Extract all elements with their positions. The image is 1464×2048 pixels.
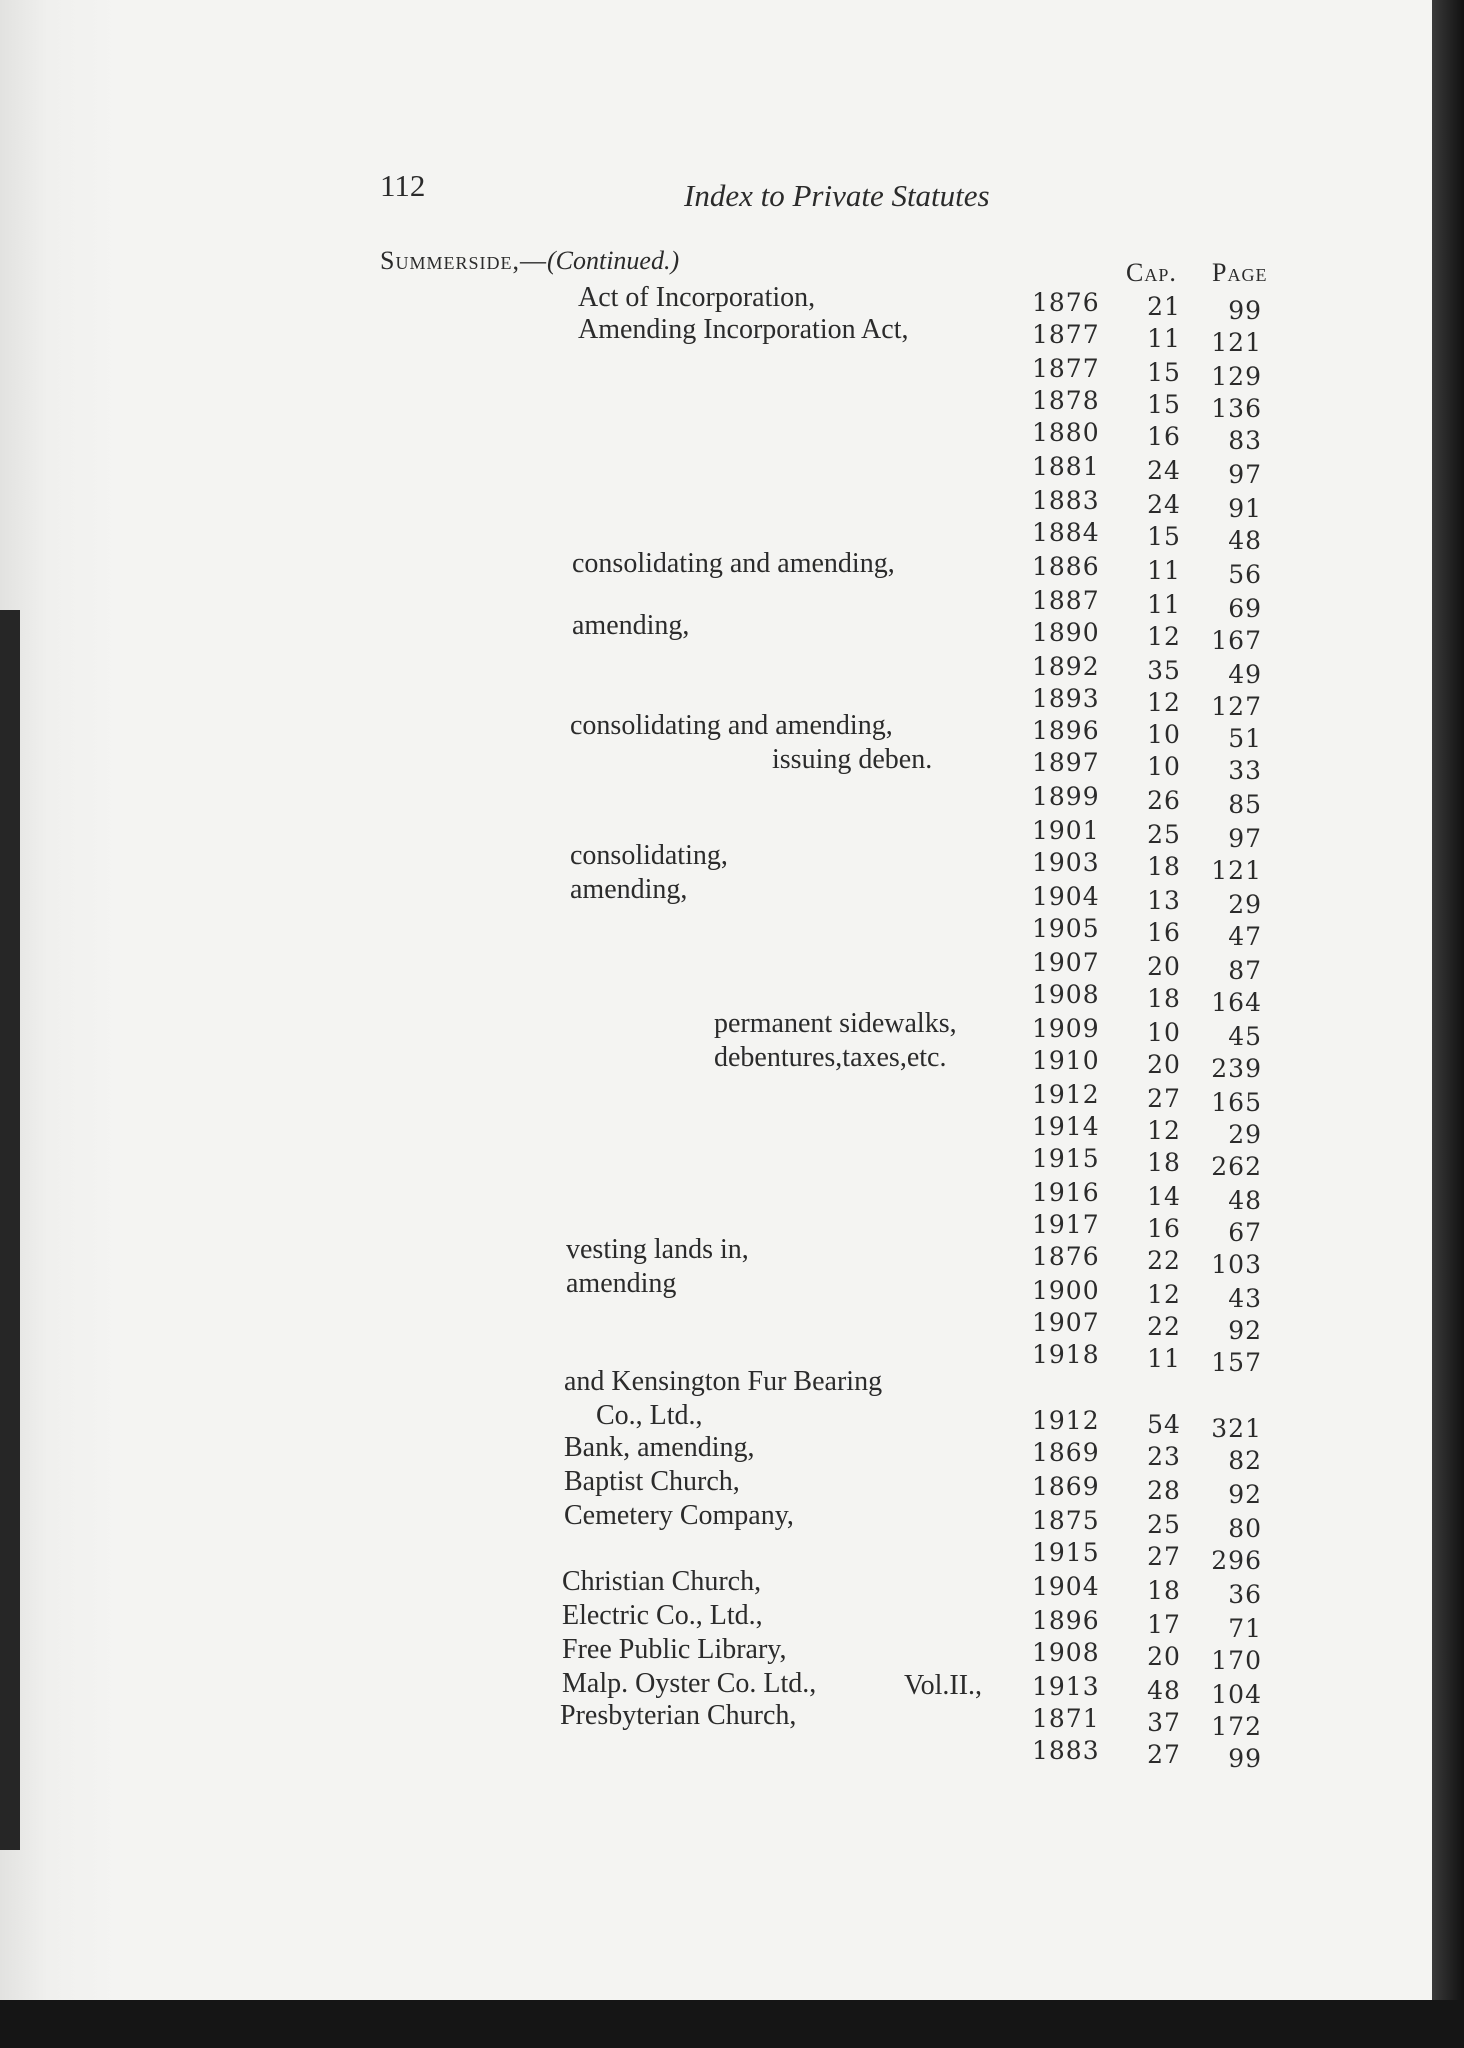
row-year: 1880 <box>1032 418 1100 447</box>
row-page: 127 <box>1211 692 1262 721</box>
row-year: 1896 <box>1032 1606 1100 1635</box>
running-head: Index to Private Statutes <box>684 178 990 213</box>
row-year: 1871 <box>1032 1704 1100 1733</box>
row-page: 87 <box>1228 956 1262 985</box>
row-page: 92 <box>1228 1316 1262 1345</box>
row-page: 99 <box>1228 296 1262 325</box>
row-page: 157 <box>1211 1348 1262 1377</box>
column-header-page: Page <box>1212 258 1268 287</box>
section-heading <box>380 246 679 276</box>
row-cap: 54 <box>1147 1410 1181 1439</box>
row-year: 1869 <box>1032 1472 1100 1501</box>
row-year: 1915 <box>1032 1144 1100 1173</box>
entry-description: Malp. Oyster Co. Ltd., <box>562 1668 817 1699</box>
row-page: 43 <box>1228 1284 1262 1313</box>
row-cap: 35 <box>1147 656 1181 685</box>
row-year: 1892 <box>1032 652 1100 681</box>
row-cap: 20 <box>1147 1642 1181 1671</box>
row-cap: 12 <box>1147 622 1181 651</box>
entry-description: issuing deben. <box>772 744 933 775</box>
entry-description: Act of Incorporation, <box>578 282 816 313</box>
row-cap: 11 <box>1147 590 1181 619</box>
row-cap: 27 <box>1147 1084 1181 1113</box>
row-page: 67 <box>1228 1218 1262 1247</box>
row-cap: 16 <box>1147 918 1181 947</box>
row-cap: 48 <box>1147 1676 1181 1705</box>
row-cap: 10 <box>1147 752 1181 781</box>
row-cap: 25 <box>1147 820 1181 849</box>
row-year: 1905 <box>1032 914 1100 943</box>
row-page: 104 <box>1211 1680 1262 1709</box>
row-year: 1890 <box>1032 618 1100 647</box>
row-page: 239 <box>1211 1054 1262 1083</box>
row-page: 29 <box>1228 890 1262 919</box>
row-year: 1908 <box>1032 1638 1100 1667</box>
row-year: 1869 <box>1032 1438 1100 1467</box>
row-page: 48 <box>1228 526 1262 555</box>
row-page: 56 <box>1228 560 1262 589</box>
row-year: 1913 <box>1032 1672 1100 1701</box>
row-cap: 15 <box>1147 522 1181 551</box>
row-cap: 18 <box>1147 852 1181 881</box>
entry-description: Cemetery Company, <box>564 1500 794 1531</box>
row-cap: 15 <box>1147 390 1181 419</box>
row-page: 85 <box>1228 790 1262 819</box>
row-cap: 10 <box>1147 720 1181 749</box>
row-year: 1912 <box>1032 1406 1100 1435</box>
row-year: 1887 <box>1032 586 1100 615</box>
row-cap: 12 <box>1147 1116 1181 1145</box>
row-cap: 18 <box>1147 1148 1181 1177</box>
row-page: 29 <box>1228 1120 1262 1149</box>
entry-description: Baptist Church, <box>564 1466 740 1497</box>
row-year: 1917 <box>1032 1210 1100 1239</box>
row-cap: 23 <box>1147 1442 1181 1471</box>
row-cap: 25 <box>1147 1510 1181 1539</box>
row-year: 1884 <box>1032 518 1100 547</box>
row-cap: 13 <box>1147 886 1181 915</box>
row-page: 165 <box>1211 1088 1262 1117</box>
row-page: 36 <box>1228 1580 1262 1609</box>
row-cap: 37 <box>1147 1708 1181 1737</box>
row-year: 1878 <box>1032 386 1100 415</box>
row-cap: 10 <box>1147 1018 1181 1047</box>
row-cap: 24 <box>1147 456 1181 485</box>
row-page: 48 <box>1228 1186 1262 1215</box>
row-cap: 27 <box>1147 1740 1181 1769</box>
row-page: 97 <box>1228 460 1262 489</box>
entry-description: consolidating and amending, <box>572 548 895 579</box>
row-year: 1875 <box>1032 1506 1100 1535</box>
entry-description: Amending Incorporation Act, <box>578 314 909 345</box>
row-cap: 17 <box>1147 1610 1181 1639</box>
row-page: 136 <box>1211 394 1262 423</box>
row-year: 1904 <box>1032 1572 1100 1601</box>
row-page: 49 <box>1228 660 1262 689</box>
row-cap: 27 <box>1147 1542 1181 1571</box>
row-cap: 24 <box>1147 490 1181 519</box>
entry-description: debentures,taxes,etc. <box>714 1042 947 1073</box>
row-year: 1916 <box>1032 1178 1100 1207</box>
row-cap: 11 <box>1147 556 1181 585</box>
row-year: 1886 <box>1032 552 1100 581</box>
row-cap: 28 <box>1147 1476 1181 1505</box>
row-year: 1910 <box>1032 1046 1100 1075</box>
row-year: 1915 <box>1032 1538 1100 1567</box>
entry-description: consolidating and amending, <box>570 710 893 741</box>
row-page: 91 <box>1228 494 1262 523</box>
row-year: 1912 <box>1032 1080 1100 1109</box>
row-page: 170 <box>1211 1646 1262 1675</box>
row-cap: 16 <box>1147 422 1181 451</box>
row-page: 103 <box>1211 1250 1262 1279</box>
row-year: 1907 <box>1032 1308 1100 1337</box>
row-page: 129 <box>1211 362 1262 391</box>
row-year: 1897 <box>1032 748 1100 777</box>
entry-description: Co., Ltd., <box>596 1400 703 1431</box>
entry-description: Presbyterian Church, <box>560 1700 797 1731</box>
left-page-shadow <box>0 610 20 1850</box>
section-name: Summerside, <box>380 246 520 275</box>
row-year: 1876 <box>1032 1242 1100 1271</box>
row-page: 82 <box>1228 1446 1262 1475</box>
row-cap: 20 <box>1147 1050 1181 1079</box>
entry-description: amending, <box>570 874 688 905</box>
row-cap: 26 <box>1147 786 1181 815</box>
row-page: 321 <box>1211 1414 1262 1443</box>
row-page: 83 <box>1228 426 1262 455</box>
entry-description: and Kensington Fur Bearing <box>564 1366 883 1397</box>
row-cap: 16 <box>1147 1214 1181 1243</box>
entry-description: Christian Church, <box>562 1566 762 1597</box>
section-dash: — <box>519 246 547 275</box>
entry-description: Free Public Library, <box>562 1634 787 1665</box>
row-year: 1903 <box>1032 848 1100 877</box>
row-page: 296 <box>1211 1546 1262 1575</box>
entry-description: Bank, amending, <box>564 1432 755 1463</box>
row-year: 1900 <box>1032 1276 1100 1305</box>
row-year: 1896 <box>1032 716 1100 745</box>
volume-note: Vol.II., <box>904 1670 983 1701</box>
row-page: 121 <box>1211 328 1262 357</box>
entry-description: amending <box>566 1268 677 1299</box>
page-number: 112 <box>380 168 426 203</box>
row-page: 92 <box>1228 1480 1262 1509</box>
entry-description: Electric Co., Ltd., <box>562 1600 763 1631</box>
row-cap: 18 <box>1147 1576 1181 1605</box>
row-page: 167 <box>1211 626 1262 655</box>
row-year: 1881 <box>1032 452 1100 481</box>
entry-description: consolidating, <box>570 840 728 871</box>
row-page: 121 <box>1211 856 1262 885</box>
row-year: 1914 <box>1032 1112 1100 1141</box>
row-year: 1877 <box>1032 320 1100 349</box>
row-page: 51 <box>1228 724 1262 753</box>
row-cap: 12 <box>1147 1280 1181 1309</box>
column-header-cap: Cap. <box>1126 258 1177 287</box>
entry-description: permanent sidewalks, <box>714 1008 957 1039</box>
row-page: 47 <box>1228 922 1262 951</box>
row-cap: 22 <box>1147 1312 1181 1341</box>
row-cap: 21 <box>1147 292 1181 321</box>
row-year: 1901 <box>1032 816 1100 845</box>
book-binding <box>1432 0 1464 2048</box>
row-year: 1877 <box>1032 354 1100 383</box>
section-continued: (Continued.) <box>546 246 680 275</box>
row-page: 33 <box>1228 756 1262 785</box>
bottom-page-shadow <box>0 2000 1464 2048</box>
row-year: 1876 <box>1032 288 1100 317</box>
entry-description: amending, <box>572 610 690 641</box>
row-year: 1907 <box>1032 948 1100 977</box>
row-page: 71 <box>1228 1614 1262 1643</box>
row-year: 1918 <box>1032 1340 1100 1369</box>
row-page: 80 <box>1228 1514 1262 1543</box>
row-page: 99 <box>1228 1744 1262 1773</box>
row-page: 164 <box>1211 988 1262 1017</box>
row-year: 1909 <box>1032 1014 1100 1043</box>
row-cap: 14 <box>1147 1182 1181 1211</box>
entry-description: vesting lands in, <box>566 1234 749 1265</box>
row-page: 45 <box>1228 1022 1262 1051</box>
row-page: 262 <box>1211 1152 1262 1181</box>
row-cap: 20 <box>1147 952 1181 981</box>
row-cap: 12 <box>1147 688 1181 717</box>
row-page: 172 <box>1211 1712 1262 1741</box>
row-page: 69 <box>1228 594 1262 623</box>
row-page: 97 <box>1228 824 1262 853</box>
row-year: 1904 <box>1032 882 1100 911</box>
row-year: 1899 <box>1032 782 1100 811</box>
row-year: 1893 <box>1032 684 1100 713</box>
row-year: 1908 <box>1032 980 1100 1009</box>
row-cap: 22 <box>1147 1246 1181 1275</box>
row-cap: 15 <box>1147 358 1181 387</box>
row-cap: 11 <box>1147 1344 1181 1373</box>
row-year: 1883 <box>1032 1736 1100 1765</box>
row-cap: 18 <box>1147 984 1181 1013</box>
row-year: 1883 <box>1032 486 1100 515</box>
row-cap: 11 <box>1147 324 1181 353</box>
